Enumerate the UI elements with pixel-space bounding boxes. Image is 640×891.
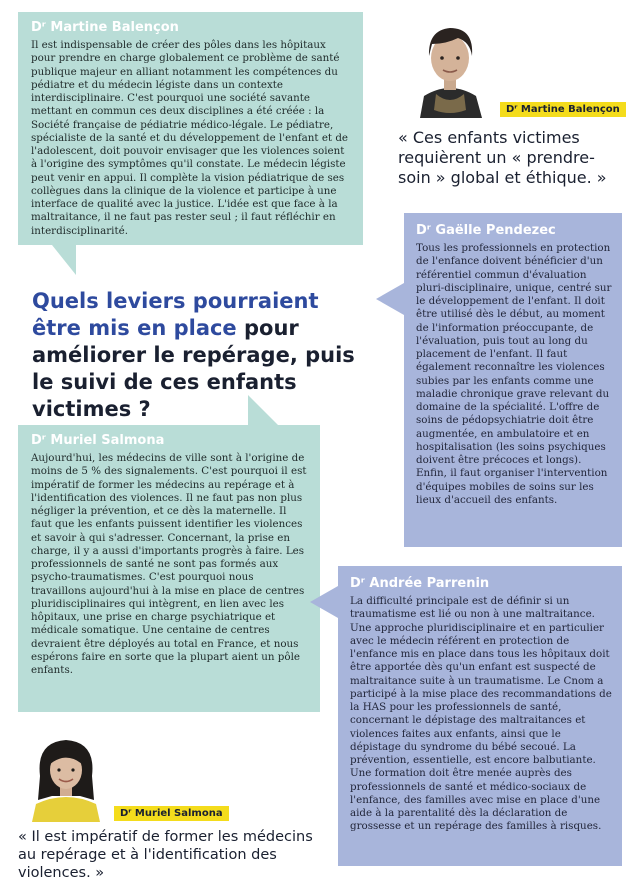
portrait-muriel-salmona [18, 726, 114, 822]
pull-quote: « Ces enfants victimes requièrent un « prendre-soin » global et éthique. » [398, 128, 607, 187]
interview-text: Il est indispensable de créer des pôles dans les hôpitaux pour prendre en charge globalement ce problème de santé publique majeur en alliant notamment les compétences du pédiatre et du médecin légiste dans un contexte interdisciplinaire. C'est pourquoi une société savante mettant en commun ces deux disciplines a été créée : la Société française de pédiatrie médico-légale. Le pédiatre, spécialiste de la santé et du développement de l'enfant et de l'adolescent, doit pouvoir envisager que les violences soient à l'origine des symptômes qu'il constate. Le médecin légiste peut venir en appui. Il complète la vision pédiatrique de ses collègues dans la clinique de la violence et participe à une interface de qualité avec la justice. L'idée est que face à la maltraitance, il ne faut pas rester seul ; il faut réfléchir en interdisciplinarité. [31, 39, 349, 237]
gaelle-pendezec-box [404, 213, 622, 547]
interview-text: Aujourd'hui, les médecins de ville sont à l'origine de moins de 5 % des signalements. C'est pourquoi il est impératif de former les médecins au repérage et à l'identification des violences. Il ne faut pas non plus négliger la prévention, et ce dès la maternelle. Il faut que les enfants puissent identifier les violences et savoir à qui s'adresser. Concernant, la prise en charge, il y a aussi d'importants progrès à faire. Les professionnels de santé ne sont pas formés aux psycho-traumatismes. C'est pourquoi nous travaillons aujourd'hui à la mise en place de centres pluridisciplinaires qui intègrent, en lien avec les hôpitaux, une prise en charge psychiatrique et médicale somatique. Une centaine de centres devraient être déployés au total en France, et nous espérons faire en sorte que la plupart aient un pôle enfants. [31, 452, 307, 676]
interview-text: Tous les professionnels en protection de l'enfance doivent bénéficier d'un référentiel commun d'évaluation pluri-disciplinaire, unique, centré sur le développement de l'enfant. Il doit être utilisé dès le début, au moment de l'information préoccupante, de l'évaluation, puis tout au long du placement de l'enfant. Il faut également reconnaître les violences subies par les enfants comme une maladie chronique grave relevant du domaine de la spécialité. L'offre de soins de pédopsychiatrie doit être augmentée, en ambulatoire et en hospitalisation (les soins psychiques doivent être précoces et longs). Enfin, il faut organiser l'intervention d'équipes mobiles de soins sur les lieux d'accueil des enfants. [416, 242, 612, 506]
name-tag: Dʳ Muriel Salmona [114, 806, 229, 821]
speech-tail [52, 245, 76, 275]
muriel-salmona-box [18, 425, 320, 712]
author-name: Dʳ Andrée Parrenin [350, 576, 490, 591]
pull-quote: « Il est impératif de former les médecins au repérage et à l'identification des violences. » [18, 829, 313, 881]
speech-tail [248, 395, 278, 425]
author-name: Dʳ Gaëlle Pendezec [416, 223, 556, 238]
martine-balencon-box [18, 12, 363, 245]
portrait-martine-balencon [400, 10, 500, 118]
name-tag: Dʳ Martine Balençon [500, 102, 626, 117]
andree-parrenin-box [338, 566, 622, 866]
author-name: Dʳ Martine Balençon [31, 20, 179, 35]
interview-text: La difficulté principale est de définir si un traumatisme est lié ou non à une maltraitance. Une approche pluridisciplinaire et en particulier avec le médecin référent en protection de l'enfance mis en place dans tous les hôpitaux doit être apportée dès qu'un enfant est suspecté de maltraitance suite à un traumatisme. Le Cnom a participé à la mise place des recommandations de la HAS pour les professionnels de santé, concernant le dépistage des maltraitances et violences faites aux enfants, ainsi que le dépistage du syndrome du bébé secoué. La prévention, essentielle, est encore balbutiante. Une formation doit être menée auprès des professionnels de santé et médico-sociaux de l'enfance, des familles avec mise en place d'une aide à la parentalité dès la déclaration de grossesse et un repérage des familles à risques. [350, 595, 612, 833]
author-name: Dʳ Muriel Salmona [31, 433, 165, 448]
speech-tail [310, 586, 338, 618]
question-rest: pour améliorer le repérage, puis le suivi de ces enfants victimes ? [32, 316, 355, 421]
central-question [32, 288, 372, 423]
speech-tail [376, 283, 404, 315]
question-highlight: Quels leviers pourraient être mis en place [32, 289, 319, 340]
